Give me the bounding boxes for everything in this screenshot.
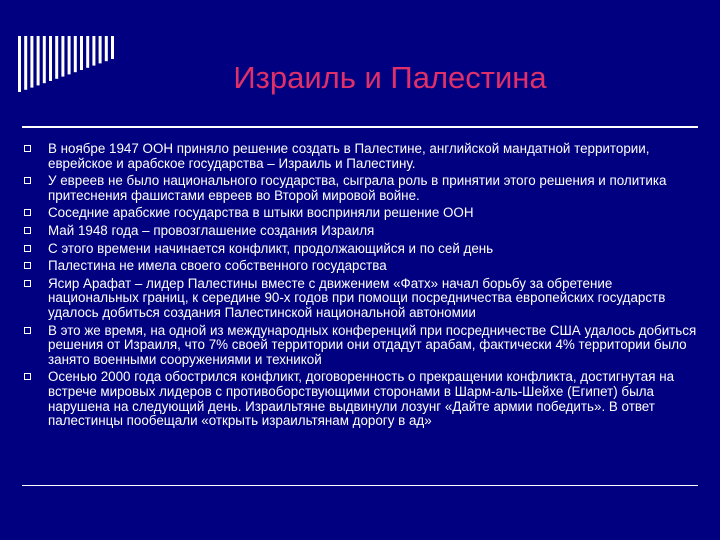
hollow-square-icon (24, 145, 31, 152)
decorative-stripes (18, 36, 128, 92)
bullet-list (20, 142, 704, 432)
bullet-text: Май 1948 года – провозглашение создания Израиля (48, 222, 375, 238)
stripe (68, 36, 71, 74)
stripe (43, 36, 46, 83)
bullet-text: Ясир Арафат – лидер Палестины вместе с движением «Фатх» начал борьбу за обретение национальных границ, к середине 90-х годов при помощи посредничества европейских государств удалось добиться создания Палестинской национальной автономии (48, 275, 666, 320)
list-item (20, 142, 704, 171)
list-item (20, 242, 704, 257)
stripe (37, 36, 40, 85)
stripe (105, 36, 108, 61)
list-item (20, 174, 704, 203)
bullet-text: С этого времени начинается конфликт, продолжающийся и по сей день (48, 240, 494, 256)
stripe (74, 36, 77, 72)
stripe (24, 36, 27, 90)
stripe (111, 36, 114, 59)
hollow-square-icon (24, 227, 31, 234)
slide-title: Израиль и Палестина (233, 60, 547, 95)
list-item (20, 224, 704, 239)
list-item (20, 259, 704, 274)
bullet-text: Осенью 2000 года обострился конфликт, договоренность о прекращении конфликта, достигнутая на встрече мировых лидеров с противоборствующими сторонами в Шарм-аль-Шейхе (Египет) была нарушена на следующий день. Израильтяне выдвинули лозунг «Дайте армии победить». В ответ палестинцы пообещали «открыть израильтянам дорогу в ад» (48, 369, 675, 429)
hollow-square-icon (24, 262, 31, 269)
stripe (30, 36, 33, 88)
bullet-text: В ноябре 1947 ООН приняло решение создать в Палестине, английской мандатной территории, еврейское и арабское государства – Израиль и Палестину. (48, 141, 650, 171)
hollow-square-icon (24, 245, 31, 252)
stripe (80, 36, 83, 70)
hollow-square-icon (24, 209, 31, 216)
list-item (20, 277, 704, 321)
bullet-text: В это же время, на одной из международных конференций при посредничестве США удалось добиться решения от Израиля, что 7% своей территории они отдадут арабам, фактически 4% территории было занято военными сооружениями и техникой (48, 322, 697, 367)
bullet-text: Соседние арабские государства в штыки восприняли решение ООН (48, 205, 474, 221)
hollow-square-icon (24, 177, 31, 184)
bullet-text: Палестина не имела своего собственного государства (48, 258, 387, 274)
bullet-text: У евреев не было национального государства, сыграла роль в принятии этого решения и политика притеснения фашистами евреев во Второй мировой войне. (48, 173, 667, 203)
stripe (55, 36, 58, 79)
list-item (20, 206, 704, 221)
hollow-square-icon (24, 327, 31, 334)
bottom-divider (22, 485, 698, 486)
stripe (86, 36, 89, 68)
hollow-square-icon (24, 280, 31, 287)
stripe (92, 36, 95, 66)
stripe (49, 36, 52, 81)
stripe (18, 36, 21, 92)
list-item (20, 324, 704, 368)
top-divider (22, 126, 698, 128)
stripe (61, 36, 64, 77)
hollow-square-icon (24, 373, 31, 380)
stripe (99, 36, 102, 63)
list-item (20, 370, 704, 428)
